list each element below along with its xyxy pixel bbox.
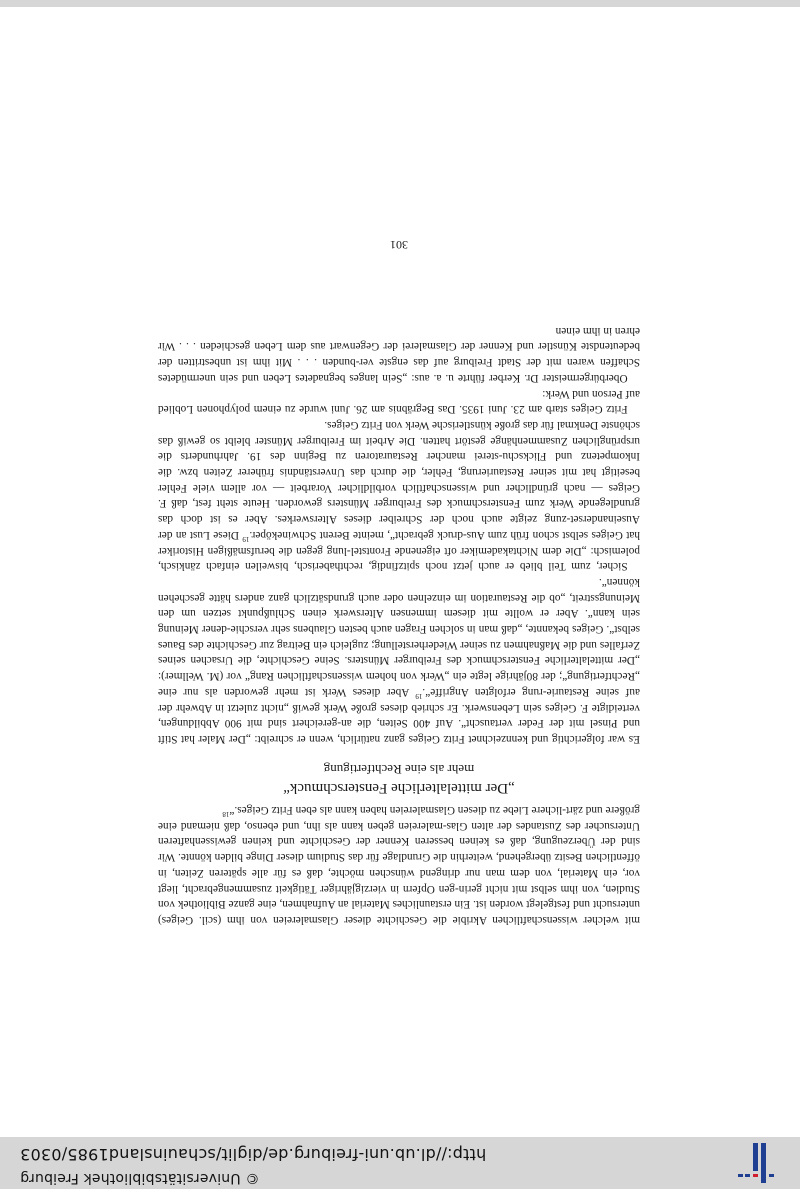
viewer-header-bar bbox=[0, 1137, 800, 1189]
heading-title: „Der mittelalterliche Fensterschmuck“ bbox=[283, 780, 515, 796]
footnote-ref: 19 bbox=[242, 534, 250, 543]
text-block-main bbox=[158, 322, 640, 746]
footnote-ref: 18 bbox=[222, 809, 230, 818]
ub-freiburg-logo-icon bbox=[734, 1141, 778, 1185]
viewer-footer-bar bbox=[0, 0, 800, 7]
permalink-url[interactable]: http://dl.ub.uni-freiburg.de/diglit/schauinsland1985/0303 bbox=[20, 1145, 487, 1164]
text-block-top bbox=[158, 801, 640, 927]
section-heading bbox=[158, 760, 640, 798]
copyright-label: © Universitätsbibliothek Freiburg bbox=[20, 1170, 260, 1186]
footnote-ref: 19 bbox=[415, 691, 423, 700]
heading-subtitle: mehr als eine Rechtfertigung bbox=[323, 762, 475, 777]
paragraph: Es war folgerichtig und kennzeichnet Fritz Geiges ganz natürlich, wenn er schreibt: „Der Maler hat Stift und Pinsel mit der Feder vertauscht“. Auf 400 Seiten, die an-gereichert sind mit 900 Abbildungen, verteidigte F. Geiges sein Lebenswerk. Er schrieb dieses große Werk gewiß „nicht zuletzt in Abwehr der auf seine Restaurie-rung erfolgten Angriffe“.$^{19}$ Aber dieses Werk ist mehr geworden als nur eine „Rechtfertigung“; der 80jährige legte ein „Werk von hohem wissenschaftlichen Rang“ vor (M. Wellmer): „Der mittelalterliche Fensterschmuck des Freiburger Münsters. Seine Geschichte, die Ursachen seines Zerfalles und die Maßnahmen zu seiner Wiederherstellung; zugleich ein Beitrag zur Geschichte des Baues selbst“. Geiges bekannte, „daß man in solchen Fragen auch besten Glaubens sehr verschie-dener Meinung sein kann“. Aber er wollte mit diesem immensen Alterswerk einen Schlußpunkt setzen um den Meinungsstreit, „ob die Restauration im einzelnen oder auch grundsätzlich ganz anders hätte geschehen können“. bbox=[158, 575, 640, 745]
paragraph: Fritz Geiges starb am 23. Juni 1935. Das Begräbnis am 26. Juni wurde zu einem polyphonen Loblied auf Person und Werk: bbox=[158, 387, 640, 416]
paragraph: Oberbürgermeister Dr. Kerber führte u. a. aus: „Sein langes begnadetes Leben und sein unermüdetes Schaffen waren mit der Stadt Freiburg auf das engste ver-bunden . . . Mit ihm ist unbestritten der bedeutendste Künstler und Kenner der Glasmalerei der Gegenwart aus dem Leben geschieden . . . Wir ehren in ihm einen bbox=[158, 324, 640, 384]
page-number: 301 bbox=[390, 238, 408, 252]
paragraph: mit welcher wissenschaftlichen Akribie die Geschichte dieser Glasmalereien von ihm (scil. Geiges) untersucht und festgelegt worden ist. Ein erstaunliches Material an Aufnahmen, eine ganze Bibliothek von Studien, von ihm selbst mit nicht gerin-gen Opfern in vierzigjähriger Tätigkeit zusammengebracht, liegt vor, ein Material, von dem man nur dringend wünschen möchte, daß es für alle späteren Zeiten, in öffentlichen Besitz übergehend, weiterhin die Grundlage für das Studium dieser Dinge bilden könnte. Wir sind der Überzeugung, daß es keinen besseren Kenner der Geschichte und keinen gewissenhafteren Untersucher des Zustandes der alten Glas-malereien geben kann als ihn, und ebenso, daß niemand eine größere und zärt-lichere Liebe zu diesen Glasmalereien haben kann als eben Fritz Geiges.“$^{18}$ bbox=[158, 804, 640, 926]
paragraph: Sicher, zum Teil blieb er auch jetzt noch spitzfindig, rechthaberisch, bisweilen einfach zänkisch, polemisch: „Die dem Nichtakademiker oft eigenende Frontstel-lung gegen die berufsmäßigen Historiker hat Geiges selbst schon früh zum Aus-druck gebracht“, meinte Berent Schwineköper.$^{19}$ Diese Lust an der Auseinanderset-zung zeigte auch noch der Schreiber dieses Alterswerkes. Aber es ist doch das grundlegende Werk zum Fensterschmuck des Freiburger Münsters geworden. Heute steht fest, daß F. Geiges — nach gründlicher und wissenschaftlich vorbildlicher Vorarbeit — vor allem viele Fehler beseitigt hat mit seiner Restaurierung, Fehler, die durch das Unverständnis früherer Zeiten bzw. die Inkompetenz und Flickschu-sterei mancher Restauratoren zu Beginn des 19. Jahrhunderts die ursprünglichen Zusammenhänge gestört hatten. Die Arbeit im Freiburger Münster bleibt so gewiß das schönste Denkmal für das große künstlerische Werk von Fritz Geiges. bbox=[158, 418, 640, 573]
